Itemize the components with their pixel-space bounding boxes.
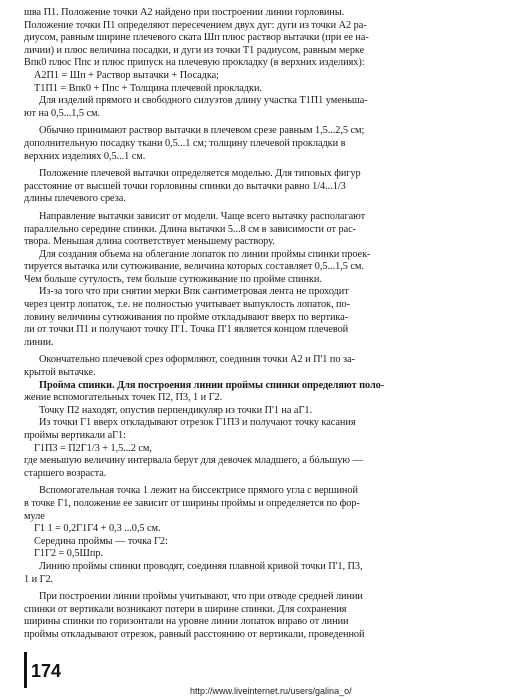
text-line: Для создания объема на облегание лопаток по линии проймы спинки проек- bbox=[39, 248, 371, 260]
text-line: шва П1. Положение точки А2 найдено при построении линии горловины. bbox=[24, 7, 345, 18]
text-line: Для изделий прямого и свободного силуэтов длину участка Т1П1 уменьша- bbox=[39, 95, 368, 107]
text-line: Середина проймы — точка Г2: bbox=[34, 535, 168, 547]
text-line: Впк0 плюс Ппс и плюс припуск на плечевую прокладку (в верхних изделиях): bbox=[24, 57, 365, 69]
text-line: диусом, равным ширине плечевого ската Шп плюс раствор вытачки (при ее на- bbox=[24, 32, 369, 44]
text-line: дополнительную посадку ткани 0,5...1 см; толщину плечевой прокладки в bbox=[24, 137, 346, 149]
text-line: твора. Меньшая длина соответствует меньшему раствору. bbox=[24, 236, 275, 248]
text-line: старшего возраста. bbox=[24, 467, 107, 479]
text-line: Обычно принимают раствор вытачки в плечевом срезе равным 1,5...2,5 см; bbox=[39, 125, 365, 137]
text-line: 1 и Г2. bbox=[24, 573, 54, 585]
text-line: ли от точки П1 и получают точку П'1. Точка П'1 является концом плечевой bbox=[24, 324, 349, 336]
text-line: Чем больше сутулость, тем больше сутюживание по пройме спинки. bbox=[24, 273, 322, 285]
section-heading-line: Пройма спинки. Для построения линии проймы спинки определяют поло- bbox=[39, 379, 385, 391]
text-line: линии. bbox=[24, 336, 54, 348]
text-line: верхних изделиях 0,5...1 см. bbox=[24, 150, 146, 162]
text-line: крытой вытачке. bbox=[24, 367, 96, 379]
page-number: 174 bbox=[31, 661, 62, 681]
watermark-url: http://www.liveinternet.ru/users/galina_o/ bbox=[190, 686, 352, 696]
text-line: проймы вертикали аГ1: bbox=[24, 430, 126, 441]
text-line: личии) и плюс величина посадки, и дуги из точки Т1 радиусом, равным мерке bbox=[24, 44, 365, 56]
text-line: параллельно середине спинки. Длина вытачки 5...8 см в зависимости от рас- bbox=[24, 223, 356, 235]
formula-line: Т1П1 = Впк0 + Ппс + Толщина плечевой прокладки. bbox=[34, 82, 262, 94]
text-line: тируется вытачка или сутюживание, величина которых составляет 0,5...1,5 см. bbox=[24, 261, 364, 273]
text-line: длины плечевого среза. bbox=[24, 193, 126, 205]
formula-line: Г1 1 = 0,2Г1Г4 + 0,3 ...0,5 см. bbox=[34, 523, 161, 535]
formula-line: Г1Г2 = 0,5Шпр. bbox=[34, 548, 103, 560]
formula-line: Г1П3 = П2Г1/3 + 1,5...2 см, bbox=[34, 442, 152, 454]
text-line: Окончательно плечевой срез оформляют, соединив точки А2 и П'1 по за- bbox=[39, 354, 355, 366]
text-line: спинки от вертикали возникают потери в ширине спинки. Для сохранения bbox=[24, 603, 347, 615]
text-line: Из точки Г1 вверх откладывают отрезок Г1П3 и получают точку касания bbox=[39, 417, 356, 429]
text-line: При построении линии проймы учитывают, что при отводе средней линии bbox=[39, 591, 363, 603]
text-line: Линию проймы спинки проводят, соединяя плавной кривой точки П'1, П3, bbox=[39, 560, 363, 572]
text-line: ют на 0,5...1,5 см. bbox=[24, 107, 101, 119]
text-line: муле bbox=[24, 510, 45, 522]
text-line: через центр лопаток, т.е. не полностью учитывает выпуклость лопаток, по- bbox=[24, 299, 350, 311]
text-line: в точке Г1, положение ее зависит от ширины проймы и определяется по фор- bbox=[24, 497, 360, 509]
text-line: ловину величины сутюживания по пройме откладывают вверх по вертика- bbox=[24, 311, 349, 323]
text-line: Положение плечевой вытачки определяется моделью. Для типовых фигур bbox=[39, 168, 361, 180]
page-number-bar bbox=[24, 652, 27, 688]
text-line: Вспомогательная точка 1 лежит на биссектрисе прямого угла с вершиной bbox=[39, 485, 358, 497]
page-body-text bbox=[24, 7, 484, 642]
text-line: Точку П2 находят, опустив перпендикуляр из точки П'1 на аГ1. bbox=[39, 404, 312, 416]
text-line: Положение точки П1 определяют пересечением двух дуг: дуги из точки А2 ра- bbox=[24, 19, 367, 31]
formula-line: А2П1 = Шп + Раствор вытачки + Посадка; bbox=[34, 69, 219, 81]
text-line: проймы откладывают отрезок, равный расстоянию от вертикали, проведенной bbox=[24, 628, 365, 640]
text-line: расстояние от высшей точки горловины спинки до вытачки равно 1/4...1/3 bbox=[24, 180, 346, 192]
text-line: ширины спинки по горизонтали на уровне линии лопаток вправо от линии bbox=[24, 616, 349, 628]
text-line: Направление вытачки зависит от модели. Чаще всего вытачку располагают bbox=[39, 210, 366, 222]
text-line: Из-за того что при снятии мерки Впк сантиметровая лента не проходит bbox=[39, 286, 349, 298]
text-line: где меньшую величину интервала берут для девочек младшего, а бóльшую — bbox=[24, 455, 363, 467]
text-line: жение вспомогательных точек П2, П3, 1 и Г2. bbox=[24, 392, 223, 404]
